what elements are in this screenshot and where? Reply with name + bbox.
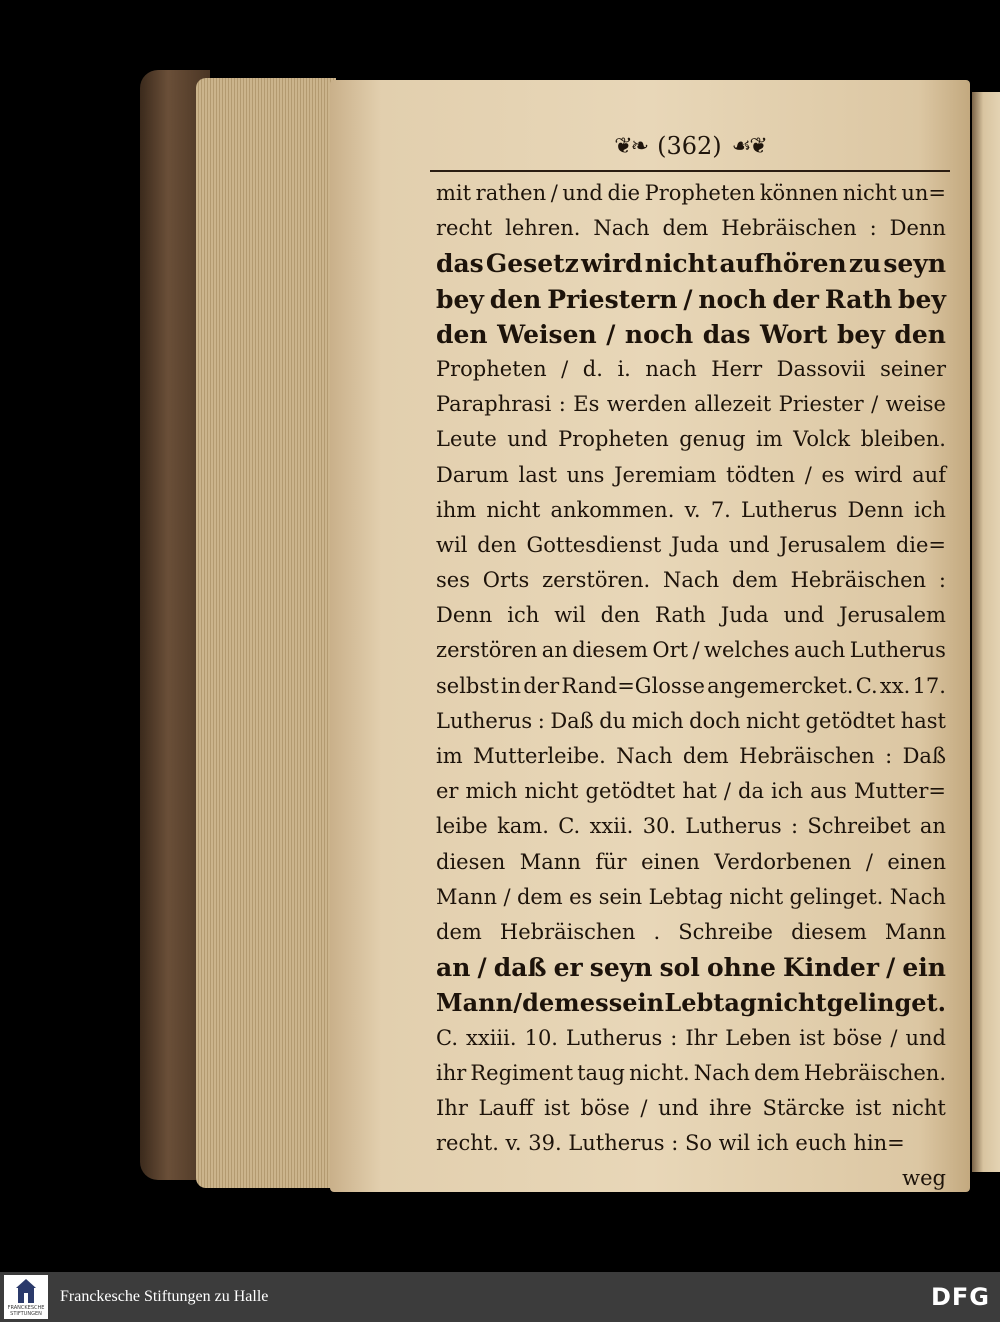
- word: ankommen.: [550, 497, 675, 522]
- word: Mann: [436, 988, 514, 1018]
- word: /: [723, 779, 731, 804]
- word: genug: [679, 427, 746, 452]
- word: :: [670, 1025, 678, 1050]
- word: Ihr: [436, 1095, 468, 1120]
- word: Lutherus: [436, 708, 533, 733]
- word: 17.: [912, 673, 946, 698]
- word: mit: [436, 181, 472, 205]
- word: den: [436, 319, 488, 349]
- text-line: [436, 915, 946, 950]
- word: diesen: [436, 849, 506, 874]
- ornament-icon: ❦❧: [614, 133, 648, 159]
- word: du: [599, 708, 627, 733]
- word: seyn: [883, 249, 946, 279]
- word: und: [783, 603, 825, 628]
- word: doch: [689, 708, 741, 733]
- word: /: [804, 462, 812, 487]
- word: /: [871, 392, 879, 417]
- text-line: [436, 598, 946, 633]
- word: Herr: [711, 356, 763, 381]
- text-line: [436, 528, 946, 563]
- word: Leben: [725, 1025, 792, 1050]
- word: Ihr: [685, 1025, 718, 1050]
- word: gelinget.: [789, 884, 884, 909]
- word: diesem: [572, 638, 648, 663]
- word: Es: [573, 392, 600, 417]
- word: können: [759, 181, 839, 205]
- orphanage-icon: [15, 1277, 37, 1305]
- text-line: [436, 246, 946, 281]
- word: xxiii.: [466, 1025, 517, 1050]
- word: da: [738, 779, 764, 804]
- word: Nach: [662, 568, 720, 593]
- institution-logo: [4, 1275, 48, 1319]
- word: .: [653, 919, 661, 944]
- word: Mutter=: [854, 779, 946, 804]
- word: last: [518, 462, 557, 487]
- text-line: [436, 352, 946, 387]
- word: Stärcke: [762, 1095, 845, 1120]
- word: /: [865, 849, 873, 874]
- word: /: [477, 953, 487, 983]
- word: /: [550, 181, 558, 205]
- word: Propheten: [558, 427, 669, 452]
- word: :: [558, 392, 566, 417]
- word: seiner: [880, 356, 946, 381]
- word: Mann: [884, 919, 946, 944]
- word: :: [938, 568, 946, 593]
- word: böse: [580, 1095, 630, 1120]
- word: allezeit: [694, 392, 772, 417]
- running-head: [580, 126, 800, 166]
- word: auf: [912, 462, 946, 487]
- word: diesem: [791, 919, 867, 944]
- word: werden: [606, 392, 687, 417]
- word: wil: [554, 603, 586, 628]
- word: und: [905, 1025, 946, 1050]
- word: dem: [662, 216, 709, 241]
- word: daß: [493, 953, 547, 983]
- word: getödtet: [585, 779, 676, 804]
- page-edges: [196, 78, 336, 1188]
- text-line: [436, 1091, 946, 1126]
- word: lehren.: [505, 216, 581, 241]
- word: Lebtag: [648, 884, 723, 909]
- word: ich: [507, 603, 540, 628]
- word: ich: [771, 779, 804, 804]
- word: ohne: [706, 953, 776, 983]
- word: 30.: [642, 814, 677, 839]
- word: /: [503, 884, 511, 909]
- word: welches: [703, 638, 790, 663]
- text-line: [436, 880, 946, 915]
- word: nicht: [891, 1095, 946, 1120]
- text-line: [436, 739, 946, 774]
- word: Orts: [482, 568, 530, 593]
- text-line: [436, 211, 946, 246]
- word: wird: [854, 462, 903, 487]
- word: xxii.: [589, 814, 634, 839]
- word: dem: [516, 884, 563, 909]
- word: Juda: [720, 603, 769, 628]
- word: nicht: [486, 497, 541, 522]
- word: nicht: [644, 249, 718, 279]
- word: und: [728, 532, 770, 557]
- word: kam.: [497, 814, 549, 839]
- word: Leute: [436, 427, 497, 452]
- word: Denn: [847, 497, 904, 522]
- text-line: [436, 1056, 946, 1091]
- word: und: [658, 1095, 699, 1120]
- word: Mutterleibe.: [473, 744, 606, 768]
- word: :: [537, 708, 545, 733]
- word: Nach: [693, 1060, 750, 1085]
- word: dem: [731, 568, 778, 593]
- word: an: [919, 814, 946, 839]
- word: es: [821, 462, 845, 487]
- word: Lutherus: [849, 638, 946, 663]
- word: /: [561, 356, 569, 381]
- word: Lutherus: [566, 1025, 663, 1050]
- word: Schreibe: [678, 919, 773, 944]
- text-line: [436, 282, 946, 317]
- word: /: [513, 988, 522, 1018]
- word: Jeremiam: [614, 462, 717, 487]
- word: sein: [608, 988, 665, 1018]
- word: sol: [659, 953, 700, 983]
- word: die=: [895, 532, 946, 557]
- word: Rath: [824, 284, 893, 314]
- dfg-logo: DFG: [930, 1283, 990, 1311]
- word: er: [553, 953, 583, 983]
- word: Lauff: [478, 1095, 534, 1120]
- word: einen: [887, 849, 946, 874]
- ornament-icon: ☙❦: [731, 133, 766, 159]
- word: Nach: [593, 216, 650, 241]
- word: den: [894, 319, 946, 349]
- word: den: [600, 603, 641, 628]
- word: Volck: [793, 427, 851, 452]
- word: leibe: [436, 814, 488, 839]
- word: v.: [684, 497, 701, 522]
- word: :: [869, 216, 877, 241]
- word: :: [885, 744, 893, 768]
- text-line: recht. v. 39. Lutherus : So wil ich euch hin=: [436, 1131, 905, 1156]
- text-block: [436, 176, 946, 1196]
- word: Gottesdienst: [526, 532, 662, 557]
- text-line: [436, 458, 946, 493]
- word: Lutherus: [741, 497, 838, 522]
- word: nicht: [756, 988, 827, 1018]
- word: /: [640, 1095, 648, 1120]
- word: seyn: [589, 953, 653, 983]
- word: 7.: [710, 497, 731, 522]
- word: gelinget.: [826, 988, 946, 1018]
- word: Kinder: [783, 953, 879, 983]
- text-line: [436, 563, 946, 598]
- word: aufhören: [719, 249, 847, 279]
- word: nicht: [729, 884, 784, 909]
- word: wil: [436, 532, 468, 557]
- word: weise: [885, 392, 946, 417]
- word: Nach: [889, 884, 946, 909]
- word: /: [683, 284, 693, 314]
- word: Priestern: [547, 284, 678, 314]
- word: /: [606, 319, 616, 349]
- word: es: [579, 988, 609, 1018]
- word: ein: [902, 953, 946, 983]
- word: Weisen: [497, 319, 597, 349]
- word: es: [569, 884, 593, 909]
- word: den: [477, 532, 517, 557]
- word: im: [756, 427, 783, 452]
- word: Verdorbenen: [714, 849, 852, 874]
- word: nicht.: [629, 1060, 690, 1085]
- word: Denn: [436, 603, 493, 628]
- word: der: [523, 673, 560, 698]
- word: /: [886, 953, 896, 983]
- header-rule: [430, 170, 950, 172]
- facing-page-edge: [972, 92, 1000, 1172]
- text-line: [436, 985, 946, 1020]
- word: Daß: [902, 744, 946, 768]
- word: ist: [799, 1025, 825, 1050]
- word: und: [562, 181, 603, 205]
- word: C.: [558, 814, 581, 839]
- word: noch: [698, 284, 767, 314]
- word: i.: [617, 356, 631, 381]
- word: Regiment: [470, 1060, 574, 1085]
- word: den: [489, 284, 542, 314]
- word: hast: [900, 708, 946, 733]
- word: dem: [522, 988, 580, 1018]
- word: im: [436, 744, 463, 768]
- word: C.: [436, 1025, 458, 1050]
- word: :: [790, 814, 799, 839]
- word: taug: [577, 1060, 626, 1085]
- footer-title: Franckesche Stiftungen zu Halle: [60, 1288, 269, 1305]
- word: Mann: [519, 849, 581, 874]
- word: dem: [682, 744, 729, 768]
- word: nicht: [842, 181, 897, 205]
- word: un=: [901, 181, 946, 205]
- catchword: weg: [902, 1166, 946, 1191]
- word: Rand=Glosse: [561, 673, 705, 698]
- word: tödten: [726, 462, 796, 487]
- word: angemercket.: [707, 673, 854, 698]
- word: Jerusalem: [839, 603, 946, 628]
- word: dem: [436, 919, 482, 944]
- footer-bar: [0, 1272, 1000, 1322]
- word: er: [436, 779, 459, 804]
- word: xx.: [879, 673, 911, 698]
- text-line: [436, 1021, 946, 1056]
- word: zerstören: [436, 638, 538, 663]
- word: rathen: [475, 181, 547, 205]
- word: Hebräischen: [499, 919, 636, 944]
- word: recht: [436, 216, 493, 241]
- text-line: [436, 669, 946, 704]
- word: Jerusalem: [779, 532, 886, 557]
- word: zu: [848, 249, 882, 279]
- word: sein: [598, 884, 643, 909]
- word: Lebtag: [664, 988, 757, 1018]
- word: Darum: [436, 462, 509, 487]
- word: und: [507, 427, 548, 452]
- text-line: [436, 422, 946, 457]
- text-line: [436, 774, 946, 809]
- word: Paraphrasi: [436, 392, 552, 417]
- word: Nach: [616, 744, 673, 768]
- word: hat: [682, 779, 717, 804]
- word: /: [890, 1025, 898, 1050]
- text-line: [436, 845, 946, 880]
- word: wird: [580, 249, 643, 279]
- word: Wort: [759, 319, 828, 349]
- word: Gesetz: [485, 249, 579, 279]
- text-line: [436, 633, 946, 668]
- word: ist: [855, 1095, 882, 1120]
- word: nicht: [746, 708, 800, 733]
- word: Priester: [778, 392, 864, 417]
- word: Propheten: [644, 181, 756, 205]
- word: das: [436, 249, 484, 279]
- word: bey: [897, 284, 946, 314]
- word: selbst: [436, 673, 499, 698]
- word: Lutherus: [685, 814, 782, 839]
- word: Rath: [655, 603, 706, 628]
- word: die: [607, 181, 641, 205]
- word: Ort: [652, 638, 689, 663]
- word: einen: [641, 849, 700, 874]
- word: aus: [810, 779, 847, 804]
- word: Hebräischen: [790, 568, 927, 593]
- word: Hebräischen: [721, 216, 857, 241]
- text-line: [436, 317, 946, 352]
- word: getödtet: [805, 708, 896, 733]
- text-line: [436, 809, 946, 844]
- word: uns: [566, 462, 605, 487]
- word: 10.: [524, 1025, 558, 1050]
- word: nach: [645, 356, 697, 381]
- word: nicht: [524, 779, 579, 804]
- logo-text: FRANCKESCHE STIFTUNGEN: [7, 1305, 45, 1317]
- word: /: [692, 638, 700, 663]
- word: Denn: [889, 216, 946, 241]
- word: Hebräischen: [739, 744, 875, 768]
- word: zerstören.: [542, 568, 651, 593]
- text-line: [436, 493, 946, 528]
- word: ses: [436, 568, 470, 593]
- word: mich: [465, 779, 518, 804]
- word: an: [436, 953, 471, 983]
- word: dem: [754, 1060, 800, 1085]
- word: bey: [836, 319, 885, 349]
- text-line: [436, 387, 946, 422]
- word: in: [500, 673, 522, 698]
- word: an: [541, 638, 568, 663]
- text-line: [436, 176, 946, 211]
- word: mich: [631, 708, 684, 733]
- text-line: [436, 704, 946, 739]
- word: ich: [913, 497, 946, 522]
- word: C.: [855, 673, 878, 698]
- word: d.: [582, 356, 603, 381]
- word: das: [702, 319, 751, 349]
- word: ihr: [436, 1060, 467, 1085]
- word: Juda: [671, 532, 720, 557]
- word: Schreibet: [807, 814, 911, 839]
- word: Mann: [436, 884, 498, 909]
- word: Dassovii: [776, 356, 866, 381]
- word: ihre: [709, 1095, 752, 1120]
- word: bleiben.: [860, 427, 946, 452]
- word: böse: [833, 1025, 883, 1050]
- word: Propheten: [436, 356, 547, 381]
- word: bey: [436, 284, 484, 314]
- word: Daß: [550, 708, 594, 733]
- word: auch: [794, 638, 846, 663]
- word: noch: [624, 319, 694, 349]
- text-line: [436, 950, 946, 985]
- word: für: [595, 849, 627, 874]
- word: ihm: [436, 497, 477, 522]
- word: der: [772, 284, 819, 314]
- page-number: (362): [657, 132, 722, 160]
- word: Hebräischen.: [803, 1060, 946, 1085]
- word: ist: [543, 1095, 570, 1120]
